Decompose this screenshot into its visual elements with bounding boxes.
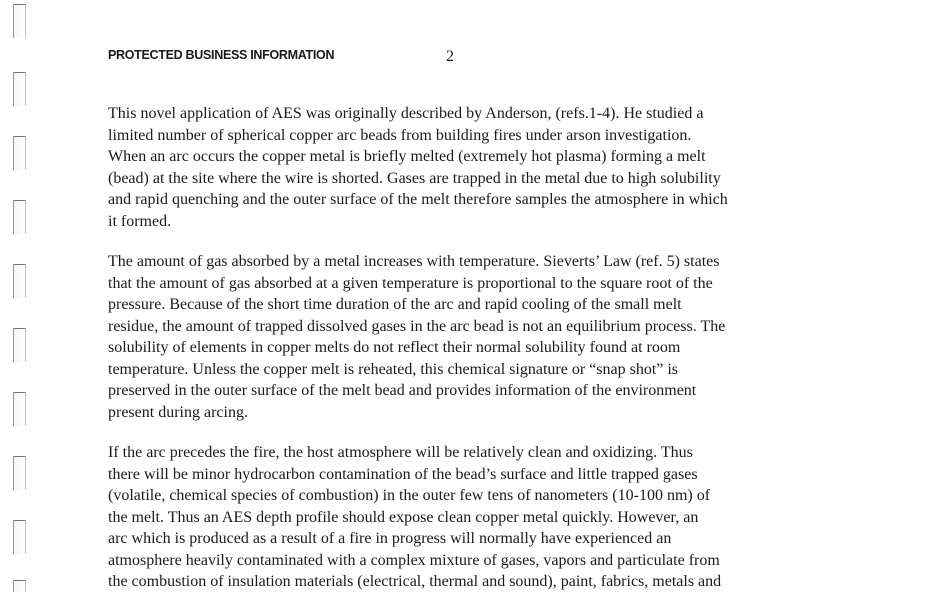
document-body [108, 103, 808, 592]
header-label: PROTECTED BUSINESS INFORMATION [108, 48, 335, 62]
binder-hole [13, 200, 26, 234]
text-line: atmosphere heavily contaminated with a complex mixture of gases, vapors and particulate from [108, 551, 720, 569]
paragraph-2 [108, 251, 808, 423]
text-line: limited number of spherical copper arc beads from building fires under arson investigation. [108, 126, 692, 144]
text-line: If the arc precedes the fire, the host atmosphere will be relatively clean and oxidizing. Thus [108, 444, 693, 461]
text-line: there will be minor hydrocarbon contamination of the bead’s surface and little trapped gases [108, 465, 698, 483]
text-line: When an arc occurs the copper metal is briefly melted (extremely hot plasma) forming a melt [108, 148, 706, 165]
text-line: solubility of elements in copper melts do not reflect their normal solubility found at room [108, 339, 681, 356]
text-line: (volatile, chemical species of combustion) in the outer few tens of nanometers (10-100 nm) of [108, 487, 711, 504]
binder-hole [13, 4, 26, 38]
binder-hole [13, 456, 26, 490]
binder-margin [0, 0, 40, 592]
binder-hole [13, 520, 26, 554]
text-line: The amount of gas absorbed by a metal increases with temperature. Sieverts’ Law (ref. 5) states [108, 253, 720, 270]
text-line: the melt. Thus an AES depth profile should expose clean copper metal quickly. However, an [108, 508, 699, 526]
binder-hole [13, 328, 26, 362]
text-line: arc which is produced as a result of a fire in progress will normally have experienced an [108, 530, 672, 547]
page-number: 2 [446, 48, 454, 65]
paragraph-3 [108, 442, 808, 592]
text-line: (bead) at the site where the wire is shorted. Gases are trapped in the metal due to high solubility [108, 169, 721, 187]
binder-hole [13, 72, 26, 106]
text-line: pressure. Because of the short time duration of the arc and rapid cooling of the small melt [108, 296, 682, 313]
page-header [108, 48, 808, 68]
binder-hole [13, 392, 26, 426]
paragraph-1 [108, 103, 808, 232]
text-line: temperature. Unless the copper melt is reheated, this chemical signature or “snap shot” is [108, 360, 679, 378]
text-line: preserved in the outer surface of the melt bead and provides information of the environment [108, 382, 697, 399]
binder-hole [13, 136, 26, 170]
text-line: and rapid quenching and the outer surface of the melt therefore samples the atmosphere in which [108, 191, 728, 208]
text-line: This novel application of AES was originally described by Anderson, (refs.1-4). He studied a [108, 105, 704, 122]
text-line: it formed. [108, 212, 172, 230]
text-line: that the amount of gas absorbed at a given temperature is proportional to the square root of the [108, 274, 713, 292]
binder-hole [13, 580, 26, 592]
text-line: residue, the amount of trapped dissolved gases in the arc bead is not an equilibrium process. The [108, 317, 726, 335]
text-line: the combustion of insulation materials (electrical, thermal and sound), paint, fabrics, metals and [108, 573, 722, 590]
text-line: present during arcing. [108, 403, 248, 421]
binder-hole [13, 264, 26, 298]
